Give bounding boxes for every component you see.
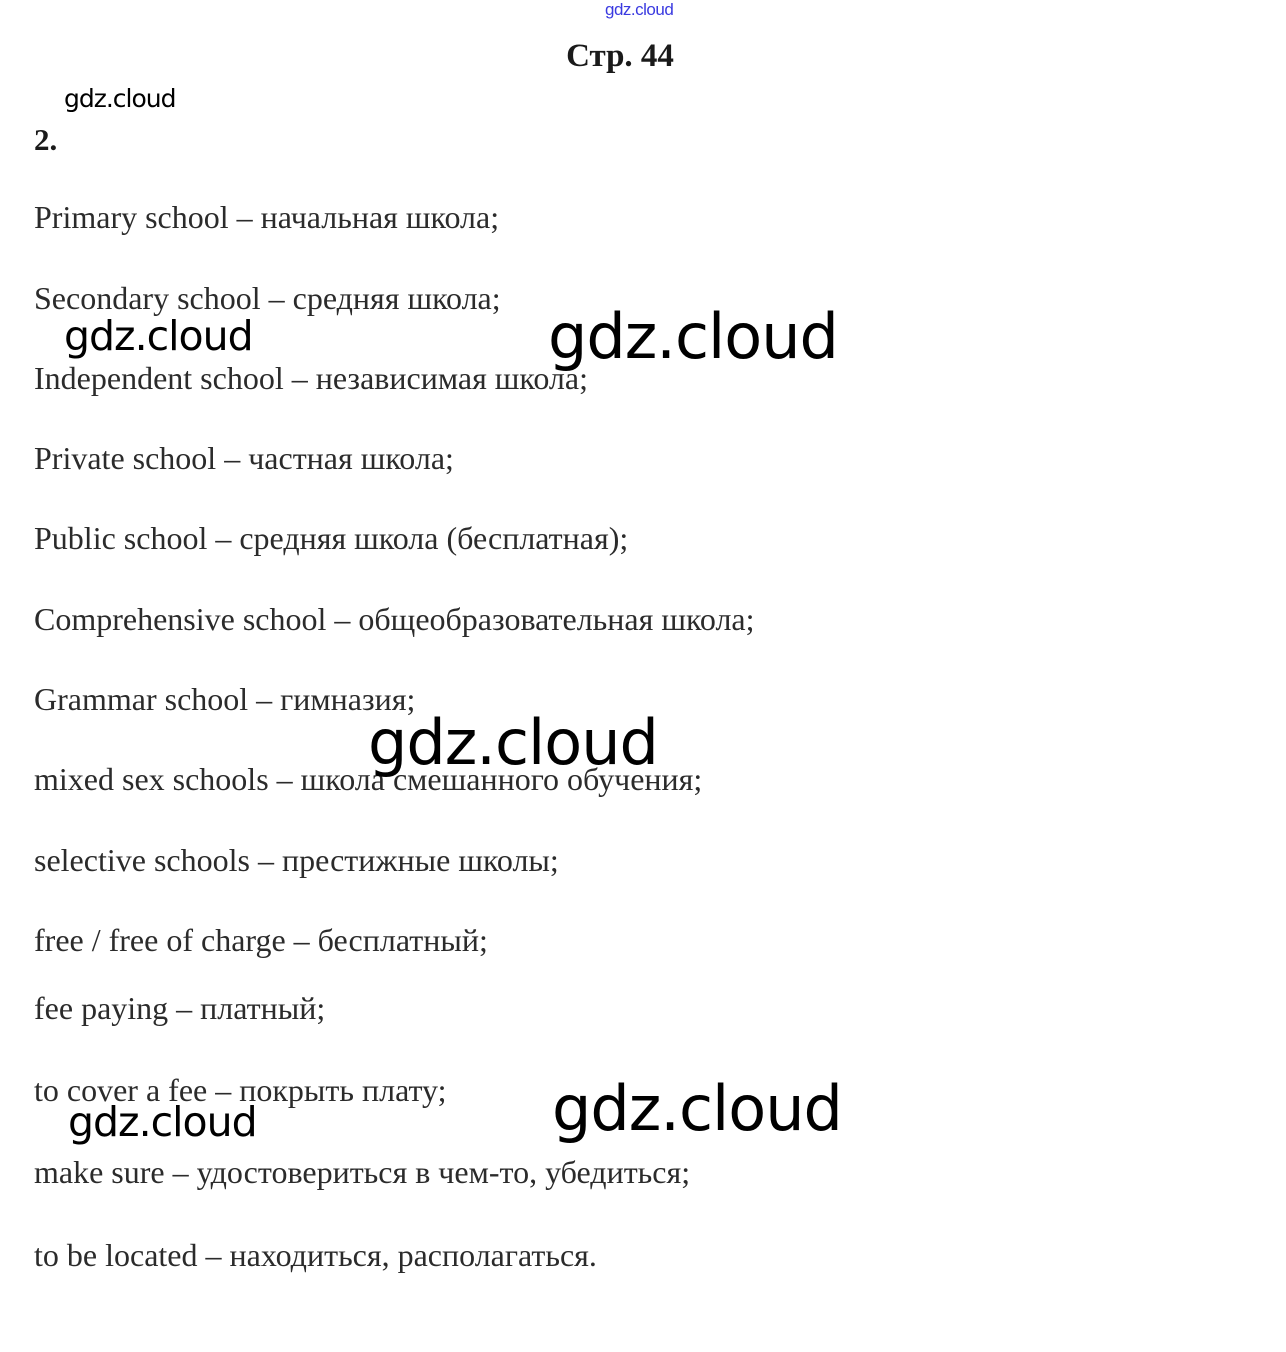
vocab-line: free / free of charge – бесплатный;: [34, 922, 488, 958]
vocab-line: to cover a fee – покрыть плату;: [34, 1072, 447, 1108]
vocab-line: Secondary school – средняя школа;: [34, 280, 501, 316]
watermark: gdz.cloud: [548, 300, 838, 373]
vocab-line: selective schools – престижные школы;: [34, 842, 559, 878]
watermark: gdz.cloud: [64, 84, 176, 113]
exercise-number: 2.: [34, 122, 58, 157]
vocab-line: make sure – удостовериться в чем-то, убедиться;: [34, 1154, 691, 1190]
vocab-line: Grammar school – гимназия;: [34, 681, 416, 717]
vocab-line: to be located – находиться, располагаться.: [34, 1237, 597, 1273]
vocab-line: Public school – средняя школа (бесплатная);: [34, 520, 629, 556]
watermark: gdz.cloud: [68, 1098, 257, 1146]
vocab-line: Private school – частная школа;: [34, 440, 454, 476]
watermark: gdz.cloud: [64, 312, 253, 360]
vocab-line: fee paying – платный;: [34, 990, 326, 1026]
watermark: gdz.cloud: [368, 706, 658, 779]
vocab-line: Independent school – независимая школа;: [34, 360, 588, 396]
vocab-line: Comprehensive school – общеобразовательная школа;: [34, 601, 755, 637]
top-watermark: gdz.cloud: [605, 0, 674, 19]
vocab-line: Primary school – начальная школа;: [34, 199, 500, 235]
vocab-line: mixed sex schools – школа смешанного обучения;: [34, 761, 703, 797]
watermark: gdz.cloud: [552, 1072, 842, 1145]
page-title: Стр. 44: [566, 38, 674, 74]
